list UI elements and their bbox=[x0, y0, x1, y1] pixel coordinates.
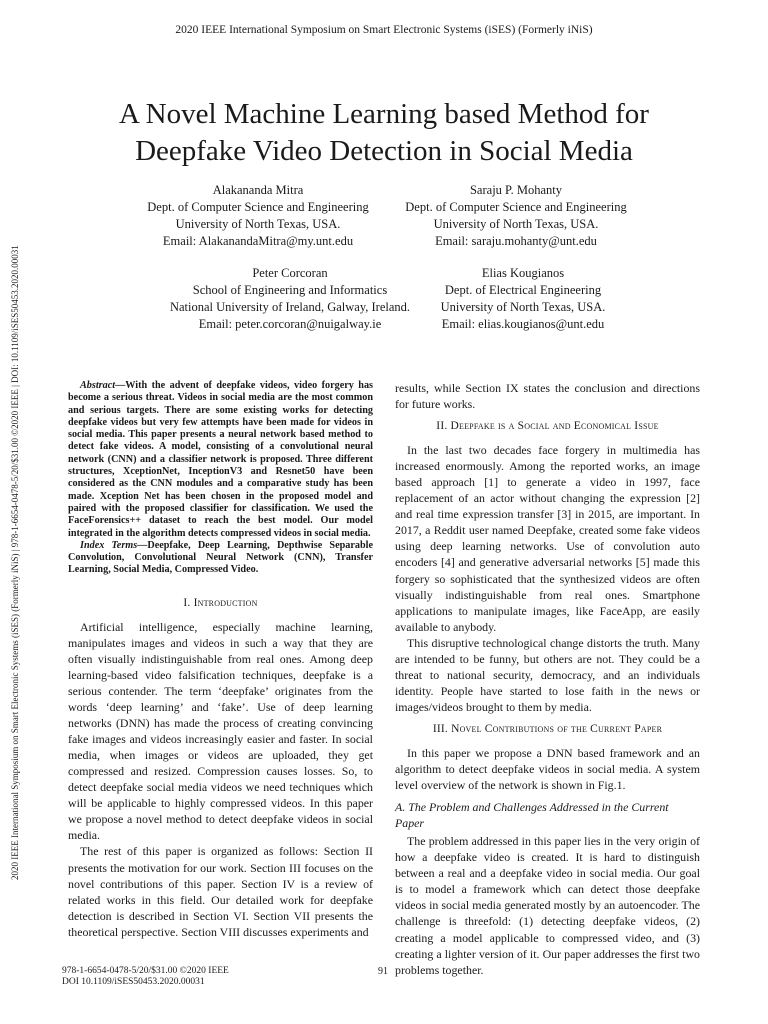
index-terms bbox=[68, 540, 373, 577]
sidebar-doi-stamp bbox=[10, 245, 30, 900]
section2-paragraph-1: In the last two decades face forgery in multimedia has increased enormously. Among the reported works, an image based approach [1] to generate a video in 1997, face replacement of an actor without changing the expression [2] and real time expression transfer [3] in 2015, are important. In 2017, a Reddit user named Deepfake, created some fake videos using deep learning networks. Use of convolution auto encoders [4] and generative adversarial networks [5] made this forgery so sophisticated that the synthesized videos are often visually indistinguishable from real ones. Smartphone applications to manipulate images, like FaceApp, are easily available to anybody. bbox=[395, 443, 700, 634]
abstract-label: Abstract bbox=[80, 380, 116, 391]
left-column bbox=[68, 380, 373, 940]
intro-paragraph-1: Artificial intelligence, especially machine learning, manipulates images and videos in such a way that they are often visually indistinguishable from real ones. Among deep learning-based video falsification techniques, deepfake is a serious contender. The term ‘deepfake’ originates from the words ‘deep learning’ and ‘fake’. Use of deep learning networks (DNN) has made the process of creating convincing fake images and videos increasingly easier and faster. In social media, when images or videos are uploaded, they get compressed and resized. Compression causes losses. So, to detect deepfake social media videos we need techniques which will be applicable to highly compressed videos. In this paper we propose a novel method to detect deepfake videos in social media. bbox=[68, 619, 373, 843]
author-email: Email: peter.corcoran@nuigalway.ie bbox=[198, 317, 382, 331]
paper-title bbox=[60, 96, 708, 170]
author-block-mitra bbox=[128, 182, 388, 250]
author-university: National University of Ireland, Galway, Ireland. bbox=[169, 300, 411, 314]
conference-header: 2020 IEEE International Symposium on Smart Electronic Systems (iSES) (Formerly iNiS) bbox=[175, 24, 593, 36]
intro-paragraph-2: The rest of this paper is organized as follows: Section II presents the motivation for our work. Section III focuses on the novel contributions of this paper. Section IV is a review of related works in this field. Our detailed work for deepfake detection is described in Section VI. Section VII presents the theoretical perspective. Section VIII discusses experiments and bbox=[68, 844, 373, 939]
right-column bbox=[395, 380, 700, 978]
footer-isbn: 978-1-6654-0478-5/20/$31.00 ©2020 IEEE bbox=[62, 966, 229, 976]
section2-paragraph-2: This disruptive technological change distorts the truth. Many are intended to be funny, but others are not. They could be a threat to national security, democracy, and an individuals identity. People have started to lose faith in the news or images/videos brought to them by media. bbox=[395, 635, 700, 714]
author-university: University of North Texas, USA. bbox=[433, 217, 599, 231]
author-affiliation: Dept. of Computer Science and Engineering bbox=[147, 200, 369, 214]
author-affiliation: School of Engineering and Informatics bbox=[192, 283, 388, 297]
author-university: University of North Texas, USA. bbox=[175, 217, 341, 231]
sidebar-text: 2020 IEEE International Symposium on Smart Electronic Systems (iSES) (Formerly iNiS) | 978-1-6654-0478-5/20/$31.00 ©2020 IEEE | DOI: 10.1109/iSES50453.2020.00031 bbox=[10, 245, 20, 880]
footer-doi: DOI 10.1109/iSES50453.2020.00031 bbox=[62, 977, 205, 987]
author-name: Saraju P. Mohanty bbox=[469, 183, 562, 197]
author-block-mohanty bbox=[386, 182, 646, 250]
author-email: Email: saraju.mohanty@unt.edu bbox=[435, 234, 597, 248]
author-affiliation: Dept. of Electrical Engineering bbox=[444, 283, 602, 297]
author-name: Peter Corcoran bbox=[252, 266, 328, 280]
section-heading-deepfake-issue: II. Deepfake is a Social and Economical Issue bbox=[436, 420, 659, 433]
index-terms-text: —Deepfake, Deep Learning, Depthwise Separable Convolution, Convolutional Neural Network (CNN), Transfer Learning, Social Media, Compressed Video. bbox=[68, 539, 373, 576]
intro-continuation: results, while Section IX states the conclusion and directions for future works. bbox=[395, 381, 700, 412]
author-email: Email: AlakanandaMitra@my.unt.edu bbox=[162, 234, 354, 248]
section3-paragraph-1: In this paper we propose a DNN based framework and an algorithm to detect deepfake videos in social media. A system level overview of the network is shown in Fig.1. bbox=[395, 745, 700, 793]
title-line-2: Deepfake Video Detection in Social Media bbox=[135, 135, 633, 167]
section-heading-contributions: III. Novel Contributions of the Current Paper bbox=[432, 722, 663, 735]
section-heading-introduction: I. Introduction bbox=[183, 596, 258, 609]
abstract bbox=[68, 380, 373, 540]
abstract-text: —With the advent of deepfake videos, video forgery has become a serious threat. Videos in social media are the most common and serious targets. There are some existing works for detecting deepfake videos but very few attempts have been made for videos in social media. This paper presents a neural network based method to detect fake videos. A model, consisting of a convolutional neural network (CNN) and a classifier network is proposed. Three different structures, XceptionNet, InceptionV3 and Resnet50 have been considered as the CNN modules and a comparative study has been made. Xception Net has been chosen in the proposed model and paired with the proposed classifier for classification. We used the FaceForensics++ dataset to reach the best model. Our model integrated in the algorithm detects compressed videos in social media. bbox=[68, 380, 373, 539]
author-name: Alakananda Mitra bbox=[212, 183, 304, 197]
subsection-paragraph-1: The problem addressed in this paper lies in the very origin of how a deepfake video is created. It is hard to distinguish between a real and a deepfake video in social media. Our goal is to model a framework which can detect those deepfake videos in social media generated mostly by an autoencoder. The challenge is threefold: (1) detecting deepfake videos, (2) creating a model applicable to compressed video, and (3) creating a lighter version of it. Our paper addresses the first two problems together. bbox=[395, 834, 700, 977]
author-email: Email: elias.kougianos@unt.edu bbox=[441, 317, 605, 331]
index-terms-label: Index Terms bbox=[80, 539, 138, 551]
page-number: 91 bbox=[378, 966, 388, 977]
author-university: University of North Texas, USA. bbox=[440, 300, 606, 314]
author-block-corcoran bbox=[150, 265, 430, 333]
footer-copyright bbox=[62, 966, 229, 988]
author-affiliation: Dept. of Computer Science and Engineering bbox=[405, 200, 627, 214]
author-block-kougianos bbox=[418, 265, 628, 333]
title-line-1: A Novel Machine Learning based Method for bbox=[119, 98, 649, 130]
subsection-heading-problem: A. The Problem and Challenges Addressed in the Current Paper bbox=[395, 800, 669, 831]
author-name: Elias Kougianos bbox=[481, 266, 565, 280]
